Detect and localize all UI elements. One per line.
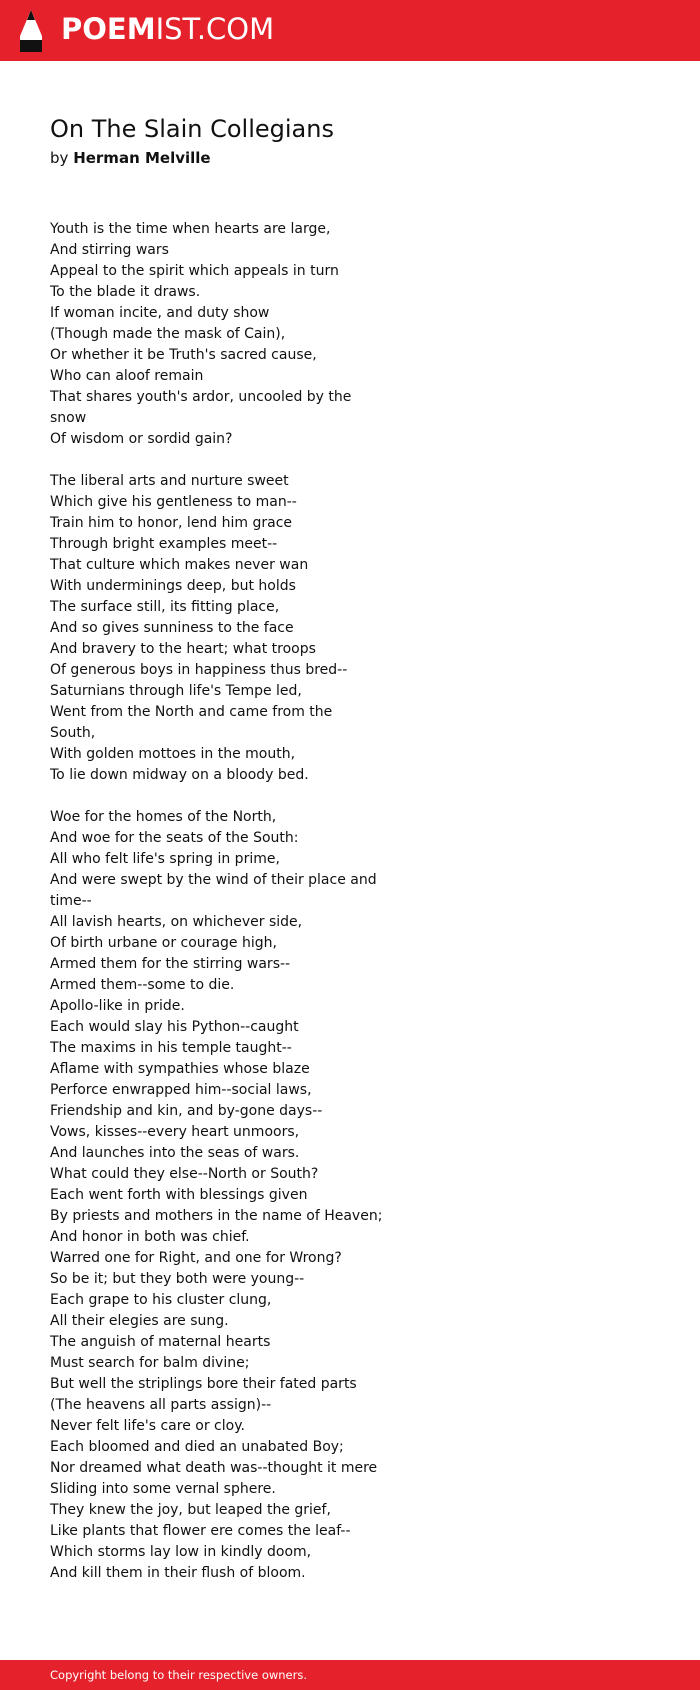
- poem-line: Who can aloof remain: [50, 368, 204, 384]
- by-label: by: [50, 149, 69, 167]
- site-logo[interactable]: [61, 11, 274, 47]
- pencil-tip-icon[interactable]: [18, 10, 44, 52]
- poem-line: Appeal to the spirit which appeals in turn: [50, 263, 339, 279]
- poem-line: The surface still, its fitting place,: [50, 599, 280, 615]
- site-footer: [0, 1660, 700, 1690]
- poem-stanza: [50, 471, 650, 786]
- poem-line: What could they else--North or South?: [50, 1166, 319, 1182]
- poem-line: All lavish hearts, on whichever side,: [50, 914, 303, 930]
- poem-title: On The Slain Collegians: [50, 115, 334, 143]
- byline: [50, 146, 650, 170]
- author-name: Herman Melville: [73, 149, 211, 167]
- poem-line: Woe for the homes of the North,: [50, 809, 277, 825]
- logo-bold-text: POEM: [61, 12, 156, 46]
- poem-line: All who felt life's spring in prime,: [50, 851, 280, 867]
- poem-line: (The heavens all parts assign)--: [50, 1397, 272, 1413]
- poem-line: And were swept by the wind of their place and: [50, 872, 377, 888]
- poem-line: snow: [50, 410, 87, 426]
- poem-line: All their elegies are sung.: [50, 1313, 229, 1329]
- copyright-text: Copyright belong to their respective owners.: [50, 1668, 308, 1682]
- poem-line: That shares youth's ardor, uncooled by the: [50, 389, 352, 405]
- poem-line: (Though made the mask of Cain),: [50, 326, 286, 342]
- poem-line: Perforce enwrapped him--social laws,: [50, 1082, 312, 1098]
- poem-stanza: [50, 807, 650, 1584]
- poem-line: Each would slay his Python--caught: [50, 1019, 299, 1035]
- site-header: [0, 0, 700, 61]
- poem-line: Each went forth with blessings given: [50, 1187, 308, 1203]
- poem-line: And launches into the seas of wars.: [50, 1145, 300, 1161]
- poem-line: But well the striplings bore their fated parts: [50, 1376, 357, 1392]
- poem-line: Which storms lay low in kindly doom,: [50, 1544, 312, 1560]
- poem-body: [50, 219, 650, 1605]
- poem-line: Friendship and kin, and by-gone days--: [50, 1103, 323, 1119]
- poem-line: The anguish of maternal hearts: [50, 1334, 271, 1350]
- poem-line: By priests and mothers in the name of Heaven;: [50, 1208, 383, 1224]
- poem-line: Youth is the time when hearts are large,: [50, 221, 331, 237]
- logo-light-text: IST.COM: [155, 12, 275, 46]
- poem-line: Armed them for the stirring wars--: [50, 956, 291, 972]
- poem-line: Like plants that flower ere comes the leaf--: [50, 1523, 351, 1539]
- poem-line: With golden mottoes in the mouth,: [50, 746, 296, 762]
- poem-line: And kill them in their flush of bloom.: [50, 1565, 306, 1581]
- poem-line: Armed them--some to die.: [50, 977, 235, 993]
- poem-line: time--: [50, 893, 92, 909]
- poem-line: Each bloomed and died an unabated Boy;: [50, 1439, 344, 1455]
- poem-line: Train him to honor, lend him grace: [50, 515, 293, 531]
- poem-line: Saturnians through life's Tempe led,: [50, 683, 302, 699]
- poem-line: And bravery to the heart; what troops: [50, 641, 316, 657]
- poem-line: Never felt life's care or cloy.: [50, 1418, 245, 1434]
- poem-line: And honor in both was chief.: [50, 1229, 250, 1245]
- poem-line: Of wisdom or sordid gain?: [50, 431, 233, 447]
- poem-stanza: [50, 219, 650, 450]
- poem-line: The liberal arts and nurture sweet: [50, 473, 289, 489]
- poem-line: To lie down midway on a bloody bed.: [50, 767, 309, 783]
- poem-line: Of birth urbane or courage high,: [50, 935, 277, 951]
- poem-line: Aflame with sympathies whose blaze: [50, 1061, 310, 1077]
- poem-line: Each grape to his cluster clung,: [50, 1292, 272, 1308]
- poem-heading: [50, 112, 650, 170]
- poem-line: Sliding into some vernal sphere.: [50, 1481, 276, 1497]
- poem-line: Vows, kisses--every heart unmoors,: [50, 1124, 300, 1140]
- poem-line: Nor dreamed what death was--thought it mere: [50, 1460, 378, 1476]
- poem-line: They knew the joy, but leaped the grief,: [50, 1502, 331, 1518]
- poem-line: And stirring wars: [50, 242, 169, 258]
- poem-line: South,: [50, 725, 96, 741]
- poem-line: The maxims in his temple taught--: [50, 1040, 292, 1056]
- poem-line: With underminings deep, but holds: [50, 578, 296, 594]
- poem-line: Warred one for Right, and one for Wrong?: [50, 1250, 342, 1266]
- poem-line: Apollo-like in pride.: [50, 998, 185, 1014]
- poem-line: Went from the North and came from the: [50, 704, 333, 720]
- poem-line: To the blade it draws.: [50, 284, 201, 300]
- poem-line: If woman incite, and duty show: [50, 305, 270, 321]
- poem-line: So be it; but they both were young--: [50, 1271, 305, 1287]
- poem-line: Which give his gentleness to man--: [50, 494, 297, 510]
- poem-line: Through bright examples meet--: [50, 536, 278, 552]
- poem-line: Or whether it be Truth's sacred cause,: [50, 347, 317, 363]
- poem-line: Must search for balm divine;: [50, 1355, 250, 1371]
- poem-line: And woe for the seats of the South:: [50, 830, 299, 846]
- poem-line: Of generous boys in happiness thus bred--: [50, 662, 348, 678]
- poem-line: That culture which makes never wan: [50, 557, 309, 573]
- poem-line: And so gives sunniness to the face: [50, 620, 294, 636]
